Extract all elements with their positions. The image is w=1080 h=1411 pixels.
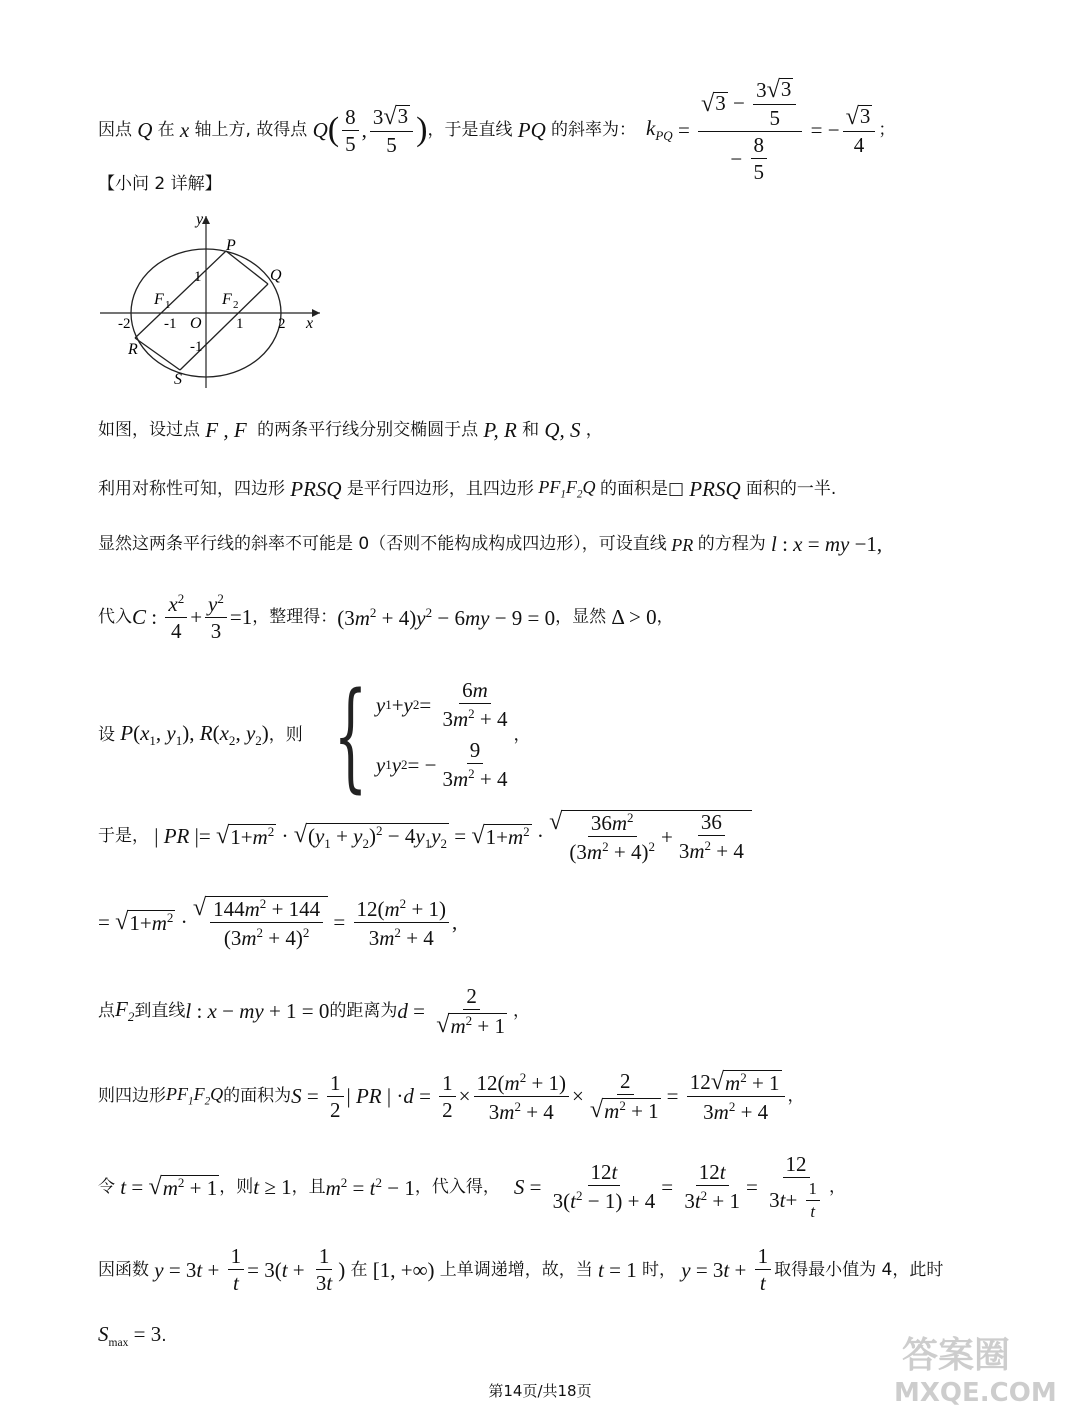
focus-f1-label: F (154, 291, 164, 308)
x-tick-1: 1 (236, 316, 244, 332)
line-chord-simplify: = √ $1+m^2$ · √ $\frac{144m^2 + 144}{(3m^2 + 4)^2}$ = $\frac{12(m^2 + 1)}{3m^2 + 4}$ , (98, 894, 458, 950)
text: ，整理得： (252, 606, 338, 627)
point-p-label: P (226, 237, 236, 254)
text: 显然这两条平行线的斜率不可能是 0（否则不能构成构成四边形），可设直线 (98, 534, 667, 554)
x-tick-minus2: -2 (118, 316, 131, 332)
point-r-label: R (128, 341, 138, 358)
text: 取得最小值为 4，此时 (774, 1259, 944, 1280)
text: 的两条平行线分别交椭圆于点 (257, 420, 479, 440)
line-monotonic: 因函数 y = 3t + $\frac{1}{t}$ = 3(t + $\frac{1}{3t}$ ) 在 [1, +∞) 上单调递增，故，当 t = 1 时， y = 3t + $\frac{1}{t}$ 取得最小值为 4，此时 (98, 1244, 944, 1295)
math: Q (132, 118, 158, 143)
origin-label: O (190, 315, 202, 332)
point-s-label: S (174, 371, 182, 388)
text: 上单调递增，故，当 (439, 1259, 593, 1280)
text: ，则 (219, 1176, 254, 1197)
text: 则四边形 (98, 1086, 166, 1107)
fraction: √ 3 − 3 √ 3 5 − $\frac{8}{5}$ (698, 78, 802, 183)
text: 面积的一半. (745, 478, 837, 499)
line-slope-pq: 因点 Q 在 x 轴上方, 故得点 Q ( $\frac{8}{5}$ , 3 √ 3 5 ) ，于是直线 PQ 的斜率为： $k_{PQ}$ = √ 3 − 3 √ 3 5 − $\frac{8}{5}$ = − √ 3 4 ； (98, 76, 896, 185)
page-footer: 第14页/共18页 (488, 1382, 592, 1400)
text: 和 (522, 420, 540, 440)
text: ，且 (291, 1176, 326, 1197)
text: 利用对称性可知，四边形 (98, 478, 285, 499)
text: ， (828, 1176, 846, 1197)
text: 因点 (98, 120, 132, 141)
text: 时， (641, 1259, 676, 1280)
section-subtitle (98, 176, 222, 193)
focus-f1-sub: 1 (165, 299, 171, 311)
watermark-url: MXQE.COM (894, 1378, 1057, 1405)
text: 轴上方, 故得点 (194, 120, 308, 141)
equation-system: { y 1 + y 2 = $\frac{6m}{3m^2 + 4}$ y 1 y 2 = − $\frac{9}{3m^2 + 4}$ (333, 666, 508, 804)
text: 点 (98, 1001, 115, 1022)
math: x (174, 118, 195, 143)
watermark-logo (892, 1327, 1062, 1405)
line-distance: 点 $F_2$ 到直线 l : x − my + 1 = 0 的距离为 d = 2 √ $m^2 + 1$ ， (98, 984, 531, 1038)
math: Q (307, 118, 328, 143)
watermark-text: 答案圈 (902, 1335, 1011, 1376)
text: 的距离为 (329, 1001, 398, 1022)
fraction: √ 3 4 (843, 105, 876, 156)
text: ， (585, 420, 603, 440)
text: ， (787, 1086, 805, 1107)
line-substitute: 代入 C : $\frac{x^2}{4}$ + $\frac{y^2}{3}$ =1 ，整理得： $(3m^2 + 4)y^2 - 6my - 9 = 0$ ，显然 Δ > 0 ， (98, 591, 674, 643)
text: ，于是直线 (427, 120, 513, 141)
text: ，则 (268, 724, 303, 745)
line-substitution-t: 令 t = √ $m^2 + 1$ ，则 t ≥ 1 ，且 $m^2 = t^2 - 1$ ，代入得， S = $\frac{12t}{3(t^2 - 1) + 4}$ = $\frac{12t}{3t^2 + 1}$ = 12 3 t + $\frac{1}{t}$ ， (98, 1152, 846, 1221)
x-tick-minus1: -1 (164, 316, 177, 332)
ellipse-figure (98, 208, 338, 393)
line-chord-length: 于是， | PR |= √ $1+m^2$ · √ $(y_1 + y_2)^2 - 4y_1y_2$ = √ $1+m^2$ · √ $\frac{36m^2}{(3m^2 + 4)^2}$ + $\frac{36}{3m^2 + 4}$ (98, 810, 752, 863)
fraction: 3 √ 3 5 (370, 105, 413, 156)
x-axis-label: x (306, 315, 314, 332)
line-line-equation: 显然这两条平行线的斜率不可能是 0（否则不能构成构成四边形），可设直线 PR 的方程为 l : x = my −1, (98, 532, 883, 556)
line-symmetry: 利用对称性可知，四边形 PRSQ 是平行四边形，且四边形 $PF_1F_2Q$ 的面积是 □ PRSQ 面积的一半. (98, 476, 837, 501)
text: ， (513, 724, 531, 745)
text: ， (513, 1001, 531, 1022)
text: 令 (98, 1176, 115, 1197)
text: 如图，设过点 (98, 420, 200, 440)
text: 的面积是 (599, 478, 668, 499)
line-area: 则四边形 $PF_1F_2Q$ 的面积为 S = $\frac{1}{2}$ | PR | ·d = $\frac{1}{2}$ × $\frac{12(m^2 + 1)}{3m^2 + 4}$ × 2 √ $m^2 + 1$ = 12 √ $m^2 + 1$ $3m^2 + 4$ ， (98, 1068, 805, 1125)
text: 在 (350, 1259, 368, 1280)
text: 设 (98, 724, 115, 745)
text: 到直线 (134, 1001, 186, 1022)
focus-f2-label: F (222, 291, 232, 308)
text: ； (878, 120, 896, 141)
line-parallel-setup: 如图，设过点 F , F 的两条平行线分别交椭圆于点 P, R 和 Q, S ， (98, 418, 603, 442)
text: 是平行四边形，且四边形 (346, 478, 534, 499)
text: 在 (157, 120, 175, 141)
math: PQ (512, 118, 552, 143)
text: 因函数 (98, 1259, 149, 1280)
text: 代入 (98, 606, 132, 627)
text: ，显然 (555, 606, 607, 627)
box-glyph: □ (667, 478, 685, 499)
focus-f2-sub: 2 (233, 299, 239, 311)
point-q-label: Q (270, 267, 282, 284)
text: 的方程为 (697, 534, 766, 554)
text: 于是， (98, 826, 149, 846)
text: ， (656, 606, 674, 627)
line-result: $S_{max} = 3$ . (98, 1322, 167, 1350)
x-tick-2: 2 (278, 316, 286, 332)
text: 的面积为 (223, 1086, 292, 1107)
y-tick-minus1: -1 (190, 339, 203, 355)
y-axis-label: y (196, 211, 204, 228)
text: ，代入得， (414, 1176, 500, 1197)
text: . (161, 1326, 167, 1347)
subtitle-text: 【小问 2 详解】 (98, 174, 222, 194)
line-vieta: 设 $P(x_1$, $y_1$), $R(x_2$, $y_2$) ，则 { y 1 + y 2 = $\frac{6m}{3m^2 + 4}$ y 1 y 2 = − $\frac{9}{3m^2 + 4}$ ， (98, 666, 531, 804)
text: 的斜率为： (551, 120, 637, 141)
fraction: $\frac{8}{5}$ (342, 107, 359, 155)
y-tick-1: 1 (194, 269, 202, 285)
